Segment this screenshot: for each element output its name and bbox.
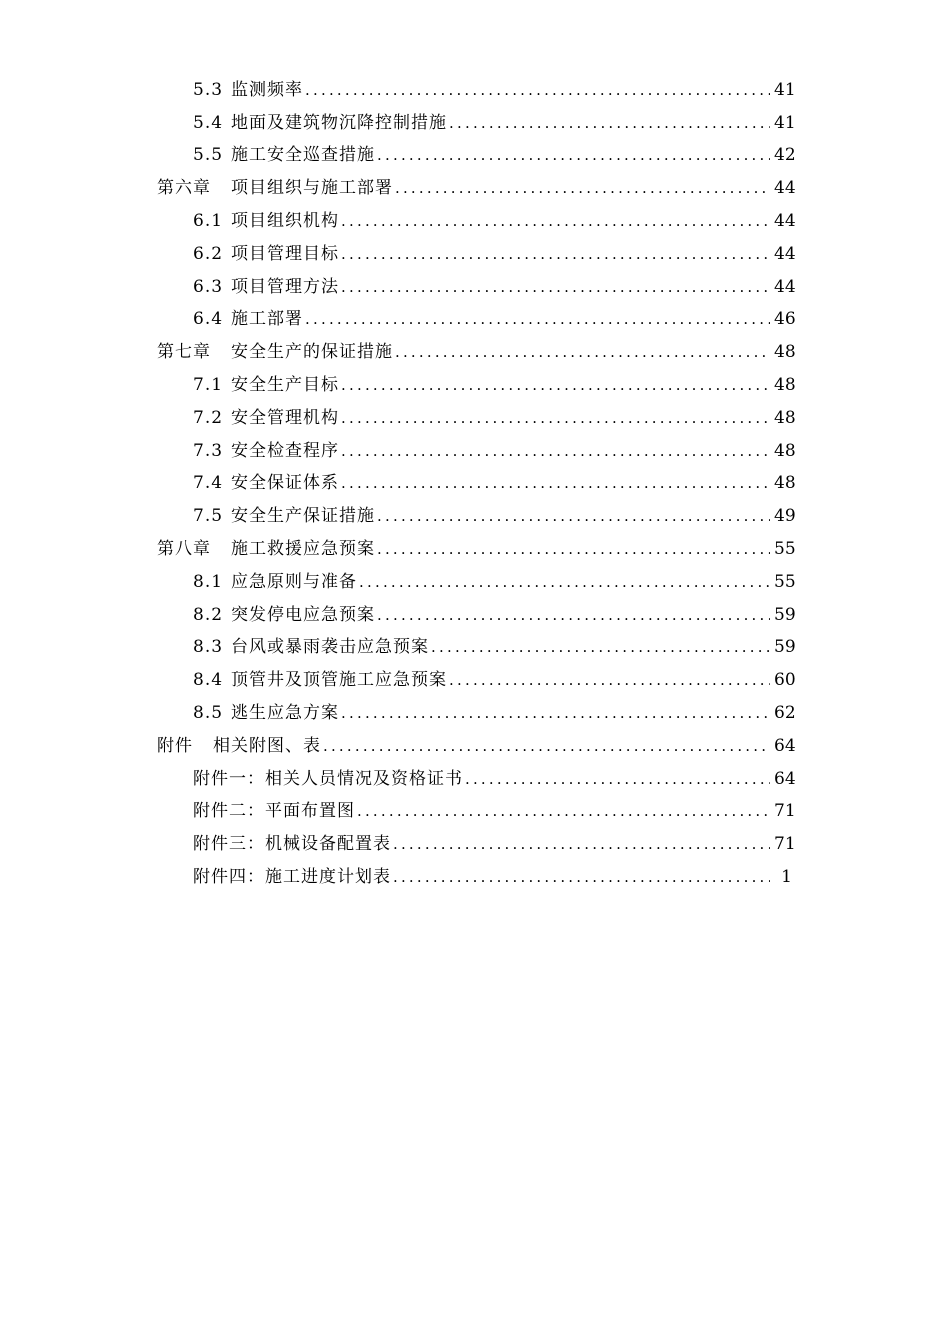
dot-leader bbox=[341, 706, 770, 721]
toc-page-number: 44 bbox=[774, 178, 796, 199]
toc-entry[interactable] bbox=[0, 107, 950, 140]
toc-page-number: 48 bbox=[774, 375, 796, 396]
toc-entry[interactable] bbox=[0, 664, 950, 697]
toc-entry[interactable] bbox=[0, 861, 950, 894]
dot-leader bbox=[377, 509, 770, 524]
toc-title: 安全保证体系 bbox=[231, 473, 340, 494]
toc-number: 5.3 bbox=[193, 79, 224, 100]
toc-title: 安全管理机构 bbox=[231, 407, 340, 428]
toc-entry[interactable] bbox=[0, 304, 950, 337]
toc-number: 6.2 bbox=[193, 243, 224, 264]
toc-page-number: 59 bbox=[774, 637, 796, 658]
toc-page-number: 59 bbox=[774, 604, 796, 625]
toc-entry[interactable] bbox=[0, 632, 950, 665]
toc-page-number: 48 bbox=[774, 407, 796, 428]
toc-page-number: 44 bbox=[774, 243, 796, 264]
table-of-contents bbox=[0, 74, 950, 894]
toc-page-number: 42 bbox=[774, 145, 796, 166]
dot-leader bbox=[341, 378, 770, 393]
toc-number: 7.2 bbox=[193, 407, 224, 428]
toc-title: 附件三：机械设备配置表 bbox=[193, 834, 391, 855]
toc-title: 施工安全巡查措施 bbox=[231, 145, 376, 166]
toc-number: 5.5 bbox=[193, 145, 224, 166]
toc-number: 7.1 bbox=[193, 375, 224, 396]
toc-page-number: 49 bbox=[774, 506, 796, 527]
toc-number: 8.5 bbox=[193, 703, 224, 724]
dot-leader bbox=[449, 116, 770, 131]
toc-title: 项目管理方法 bbox=[231, 276, 340, 297]
dot-leader bbox=[357, 804, 770, 819]
toc-number: 8.1 bbox=[193, 571, 224, 592]
toc-page-number: 1 bbox=[781, 867, 792, 888]
toc-title: 施工部署 bbox=[231, 309, 304, 330]
toc-entry[interactable] bbox=[0, 500, 950, 533]
toc-entry[interactable] bbox=[0, 205, 950, 238]
toc-title: 安全生产的保证措施 bbox=[231, 342, 393, 363]
dot-leader bbox=[393, 870, 770, 885]
toc-chapter[interactable] bbox=[0, 533, 950, 566]
toc-entry[interactable] bbox=[0, 140, 950, 173]
dot-leader bbox=[341, 444, 770, 459]
toc-entry[interactable] bbox=[0, 468, 950, 501]
toc-title: 项目组织与施工部署 bbox=[231, 178, 393, 199]
toc-title: 地面及建筑物沉降控制措施 bbox=[231, 112, 448, 133]
toc-number: 6.1 bbox=[193, 211, 224, 232]
dot-leader bbox=[393, 837, 770, 852]
toc-entry[interactable] bbox=[0, 697, 950, 730]
toc-page-number: 64 bbox=[774, 768, 796, 789]
toc-number: 6.3 bbox=[193, 276, 224, 297]
toc-number: 7.4 bbox=[193, 473, 224, 494]
toc-entry[interactable] bbox=[0, 828, 950, 861]
toc-number: 7.3 bbox=[193, 440, 224, 461]
dot-leader bbox=[305, 312, 770, 327]
toc-page-number: 55 bbox=[774, 539, 796, 560]
toc-title: 安全生产目标 bbox=[231, 375, 340, 396]
toc-title: 项目组织机构 bbox=[231, 211, 340, 232]
toc-title: 附件一：相关人员情况及资格证书 bbox=[193, 768, 463, 789]
toc-page-number: 41 bbox=[774, 112, 796, 133]
toc-page-number: 60 bbox=[774, 670, 796, 691]
dot-leader bbox=[395, 345, 770, 360]
toc-entry[interactable] bbox=[0, 238, 950, 271]
toc-entry[interactable] bbox=[0, 74, 950, 107]
toc-chapter-number: 第八章 bbox=[157, 539, 211, 560]
dot-leader bbox=[341, 411, 770, 426]
dot-leader bbox=[341, 476, 770, 491]
toc-number: 8.4 bbox=[193, 670, 224, 691]
toc-entry[interactable] bbox=[0, 369, 950, 402]
toc-page-number: 64 bbox=[774, 735, 796, 756]
toc-title: 安全检查程序 bbox=[231, 440, 340, 461]
dot-leader bbox=[395, 181, 770, 196]
toc-page-number: 71 bbox=[774, 834, 796, 855]
toc-title: 安全生产保证措施 bbox=[231, 506, 376, 527]
toc-title: 台风或暴雨袭击应急预案 bbox=[231, 637, 430, 658]
toc-page-number: 44 bbox=[774, 211, 796, 232]
toc-title: 项目管理目标 bbox=[231, 243, 340, 264]
toc-chapter-number: 第七章 bbox=[157, 342, 211, 363]
toc-entry[interactable] bbox=[0, 763, 950, 796]
toc-number: 7.5 bbox=[193, 506, 224, 527]
toc-entry[interactable] bbox=[0, 271, 950, 304]
dot-leader bbox=[359, 575, 770, 590]
toc-number: 5.4 bbox=[193, 112, 224, 133]
toc-title: 顶管井及顶管施工应急预案 bbox=[231, 670, 448, 691]
toc-title: 监测频率 bbox=[231, 79, 304, 100]
toc-title: 附件四：施工进度计划表 bbox=[193, 867, 391, 888]
toc-entry[interactable] bbox=[0, 796, 950, 829]
toc-page-number: 46 bbox=[774, 309, 796, 330]
toc-chapter[interactable] bbox=[0, 730, 950, 763]
dot-leader bbox=[449, 673, 770, 688]
toc-chapter-number: 第六章 bbox=[157, 178, 211, 199]
toc-entry[interactable] bbox=[0, 566, 950, 599]
toc-entry[interactable] bbox=[0, 402, 950, 435]
dot-leader bbox=[431, 640, 770, 655]
toc-title: 附件二：平面布置图 bbox=[193, 801, 355, 822]
dot-leader bbox=[341, 214, 770, 229]
toc-chapter-number: 附件 bbox=[157, 735, 193, 756]
dot-leader bbox=[465, 772, 770, 787]
toc-chapter[interactable] bbox=[0, 172, 950, 205]
toc-chapter[interactable] bbox=[0, 336, 950, 369]
toc-entry[interactable] bbox=[0, 599, 950, 632]
toc-number: 8.3 bbox=[193, 637, 224, 658]
toc-title: 相关附图、表 bbox=[213, 735, 321, 756]
dot-leader bbox=[341, 247, 770, 262]
toc-number: 6.4 bbox=[193, 309, 224, 330]
toc-title: 突发停电应急预案 bbox=[231, 604, 376, 625]
toc-title: 应急原则与准备 bbox=[231, 571, 358, 592]
toc-entry[interactable] bbox=[0, 435, 950, 468]
dot-leader bbox=[305, 83, 770, 98]
toc-page-number: 48 bbox=[774, 473, 796, 494]
toc-page-number: 62 bbox=[774, 703, 796, 724]
toc-title: 逃生应急方案 bbox=[231, 703, 340, 724]
toc-page-number: 48 bbox=[774, 440, 796, 461]
dot-leader bbox=[377, 608, 770, 623]
toc-page-number: 44 bbox=[774, 276, 796, 297]
dot-leader bbox=[377, 542, 770, 557]
toc-page-number: 71 bbox=[774, 801, 796, 822]
dot-leader bbox=[323, 739, 770, 754]
toc-number: 8.2 bbox=[193, 604, 224, 625]
toc-page-number: 48 bbox=[774, 342, 796, 363]
dot-leader bbox=[341, 280, 770, 295]
toc-page-number: 55 bbox=[774, 571, 796, 592]
toc-title: 施工救援应急预案 bbox=[231, 539, 375, 560]
dot-leader bbox=[377, 148, 770, 163]
toc-page-number: 41 bbox=[774, 79, 796, 100]
